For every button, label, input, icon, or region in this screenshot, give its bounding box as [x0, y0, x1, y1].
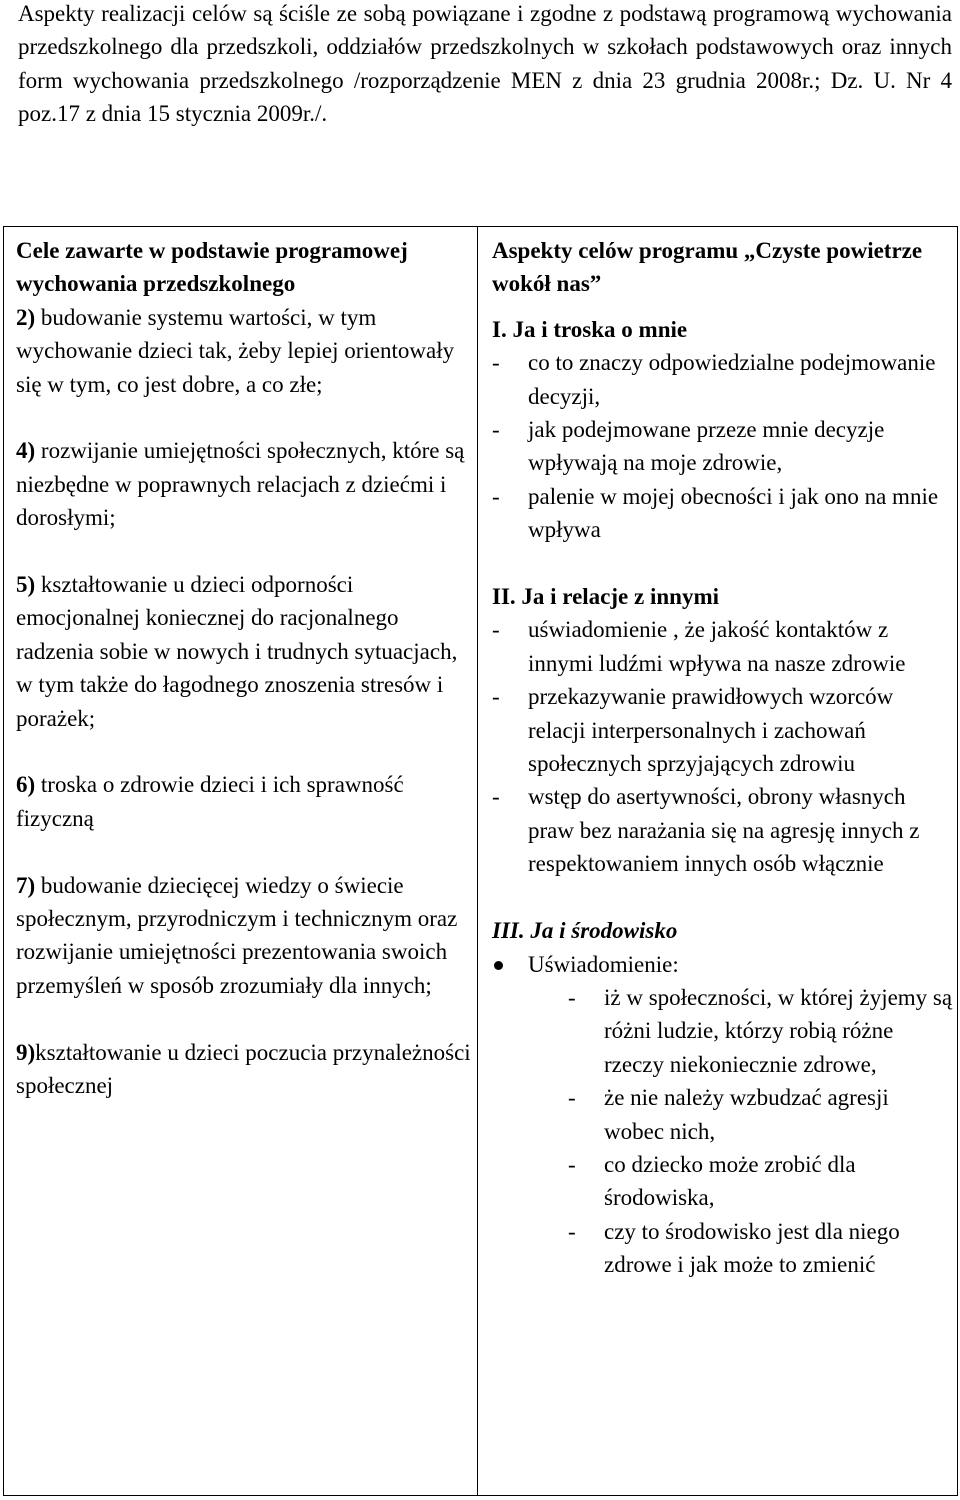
goal-item	[16, 768, 474, 835]
section-title: III. Ja i środowisko	[492, 918, 678, 944]
goal-text: budowanie systemu wartości, w tym wychowanie dzieci tak, żeby lepiej orientowały się w tym, co jest dobre, a co złe;	[16, 304, 455, 397]
dash-marker: -	[492, 684, 500, 710]
goal-text: kształtowanie u dzieci poczucia przynależności społecznej	[16, 1039, 471, 1099]
section-title: II. Ja i relacje z innymi	[492, 584, 719, 610]
list-item-text: jak podejmowane przeze mnie decyzje wpływają na moje zdrowie,	[528, 417, 885, 476]
list-item	[492, 480, 954, 547]
goal-number: 4)	[16, 438, 36, 464]
dash-marker: -	[568, 1151, 576, 1177]
left-column	[16, 234, 474, 1102]
list-item-text: palenie w mojej obecności i jak ono na mnie wpływa	[528, 483, 939, 543]
list-item	[492, 613, 954, 680]
dash-marker: -	[492, 350, 500, 376]
goal-number: 9)	[16, 1039, 36, 1065]
sub-list-item	[492, 981, 954, 1081]
goal-text: budowanie dziecięcej wiedzy o świecie społecznym, przyrodniczym i technicznym oraz rozwijanie umiejętności prezentowania swoich przemyśleń w sposób zrozumiały dla innych;	[16, 872, 458, 998]
right-column-header: Aspekty celów programu „Czyste powietrze wokół nas”	[492, 238, 923, 297]
list-item-text: wstęp do asertywności, obrony własnych praw bez narażania się na agresję innych z respektowaniem innych osób włącznie	[528, 784, 920, 877]
sub-list-item-text: czy to środowisko jest dla niego zdrowe i jak może to zmienić	[604, 1218, 900, 1278]
goal-number: 6)	[16, 772, 36, 798]
goal-text: rozwijanie umiejętności społecznych, które są niezbędne w poprawnych relacjach z dziećmi i dorosłymi;	[16, 438, 465, 531]
goal-text: troska o zdrowie dzieci i ich sprawność fizyczną	[16, 772, 404, 831]
list-item	[492, 413, 954, 480]
list-item-text: przekazywanie prawidłowych wzorców relacji interpersonalnych i zachowań społecznych sprzyjających zdrowiu	[528, 684, 894, 777]
goal-item	[16, 301, 474, 401]
goal-number: 5)	[16, 572, 36, 598]
goal-text: kształtowanie u dzieci odporności emocjonalnej koniecznej do racjonalnego radzenia sobie w nowych i trudnych sytuacjach, w tym także do łagodnego znoszenia stresów i porażek;	[16, 572, 458, 731]
dash-marker: -	[492, 784, 500, 810]
dash-marker: -	[492, 417, 500, 443]
list-item-text: uświadomienie , że jakość kontaktów z innymi ludźmi wpływa na nasze zdrowie	[528, 617, 906, 676]
goal-item	[16, 434, 474, 534]
sub-list-item-text: iż w społeczności, w której żyjemy są różni ludzie, którzy robią różne rzeczy niekoniecznie zdrowe,	[604, 984, 953, 1077]
bullet-icon	[494, 961, 503, 970]
intro-paragraph: Aspekty realizacji celów są ściśle ze sobą powiązane i zgodne z podstawą programową wychowania przedszkolnego dla przedszkoli, oddziałów przedszkolnych w szkołach podstawowych oraz innych form wychowania przedszkolnego /rozporządzenie MEN z dnia 23 grudnia 2008r.; Dz. U. Nr 4 poz.17 z dnia 15 stycznia 2009r./.	[18, 1, 952, 127]
goal-number: 2)	[16, 304, 36, 330]
dash-marker: -	[568, 1085, 576, 1111]
list-item	[492, 346, 954, 413]
right-column	[492, 234, 954, 1282]
dash-marker: -	[568, 1218, 576, 1244]
dash-marker: -	[568, 984, 576, 1010]
list-item	[492, 780, 954, 880]
sub-list-item-text: że nie należy wzbudzać agresji wobec nich,	[604, 1085, 889, 1144]
sub-list-item	[492, 1148, 954, 1215]
list-item	[492, 680, 954, 780]
left-column-header: Cele zawarte w podstawie programowej wychowania przedszkolnego	[16, 238, 408, 297]
bullet-text: Uświadomienie:	[528, 951, 679, 977]
column-divider	[477, 227, 478, 1495]
section-title: I. Ja i troska o mnie	[492, 316, 688, 342]
dash-marker: -	[492, 617, 500, 643]
aims-table	[3, 226, 958, 1496]
dash-marker: -	[492, 483, 500, 509]
goal-item	[16, 568, 474, 735]
sub-list-item	[492, 1081, 954, 1148]
sub-list-item-text: co dziecko może zrobić dla środowiska,	[604, 1151, 856, 1211]
bullet-item	[492, 948, 954, 981]
goal-item	[16, 1036, 474, 1103]
goal-number: 7)	[16, 872, 36, 898]
goal-item	[16, 869, 474, 1003]
list-item-text: co to znaczy odpowiedzialne podejmowanie decyzji,	[528, 350, 936, 409]
sub-list-item	[492, 1215, 954, 1282]
